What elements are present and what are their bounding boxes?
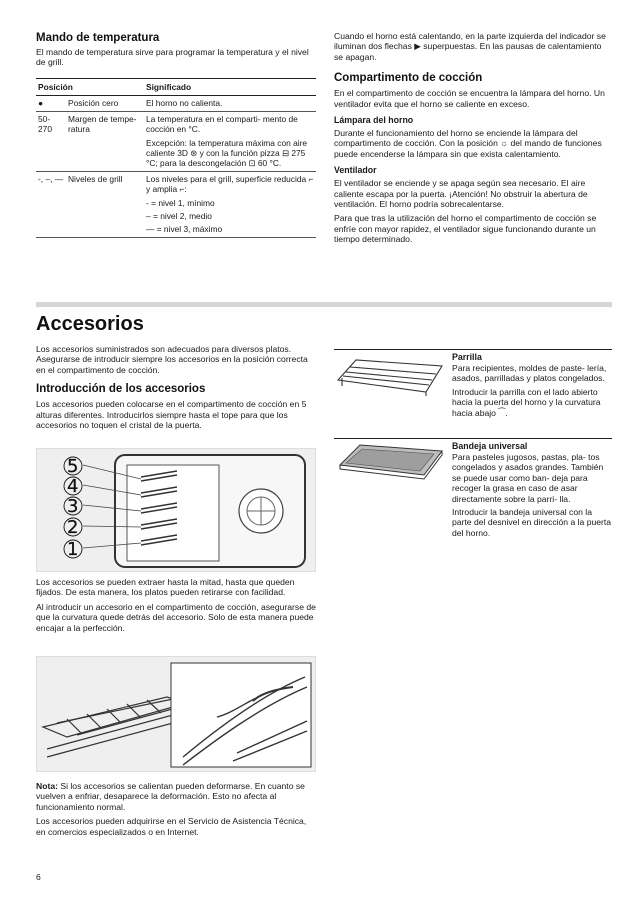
tray-image bbox=[334, 441, 452, 538]
lamp-text: Durante el funcionamiento del horno se enciende la lámpara del compartimento de cocción. Con la posición ☼ del mando de funciones puede encenderse la lámpara sin que exista calentamiento. bbox=[334, 128, 602, 159]
accessory-text: Introducir la bandeja universal con la parte del desnivel en dirección a la puerta del horno. bbox=[452, 507, 612, 538]
accessories-usage-text bbox=[36, 577, 318, 633]
meaning-text: Excepción: la temperatura máxima con aire caliente 3D ⊛ y con la función pizza ⊟ 275 °C; para la descongelación ⊡ 60 °C. bbox=[146, 137, 308, 169]
accessory-name: Parrilla bbox=[452, 352, 482, 362]
table-header-significado: Significado bbox=[144, 78, 316, 95]
meaning-text: ‒ = nivel 2, medio bbox=[146, 210, 212, 221]
lamp-title: Lámpara del horno bbox=[334, 115, 414, 126]
rack-insertion-drawing bbox=[37, 657, 315, 771]
meaning-text: - = nivel 1, mínimo bbox=[146, 197, 215, 208]
note-block bbox=[36, 781, 318, 837]
section-title-compartimento: Compartimento de cocción bbox=[334, 72, 483, 85]
meaning-text: — = nivel 3, máximo bbox=[146, 224, 223, 235]
section-divider bbox=[36, 302, 612, 307]
level-label: 1 bbox=[67, 539, 79, 560]
tray-description bbox=[452, 441, 612, 538]
fan-text: El ventilador se enciende y se apaga según sea necesario. El aire caliente escapa por la puerta. ¡Atención! No obstruir la abertura de ventilación. El horno podría sobrecalentarse. bbox=[334, 178, 588, 210]
accessory-text: Introducir la parrilla con el lado abierto hacia la puerta del horno y la curvatura hacia abajo ⁀. bbox=[452, 386, 601, 418]
page-title-accesorios: Accesorios bbox=[36, 313, 144, 335]
oven-levels-drawing bbox=[37, 449, 315, 571]
purchase-text: Los accesorios pueden adquirirse en el Servicio de Asistencia Técnica, en comercios especializados o en Internet. bbox=[36, 816, 307, 837]
rack-icon bbox=[334, 352, 446, 396]
cooking-compartment-section bbox=[334, 31, 610, 245]
accessory-item-bandeja bbox=[334, 438, 612, 538]
level-label: 4 bbox=[67, 476, 79, 497]
accessory-item-parrilla bbox=[334, 349, 612, 438]
temperature-table bbox=[36, 78, 316, 238]
table-cell-meaning bbox=[144, 112, 316, 172]
table-cell-symbol: 50-270 bbox=[36, 112, 66, 172]
introduction-text: Los accesorios pueden colocarse en el compartimento de cocción en 5 alturas diferentes. Introducirlos siempre hasta el tope para que los accesorios no toquen el cristal de la puerta. bbox=[36, 399, 307, 431]
table-header-posicion: Posición bbox=[36, 78, 144, 95]
level-label: 2 bbox=[67, 517, 79, 538]
table-row bbox=[36, 96, 316, 112]
accessories-list bbox=[334, 349, 612, 538]
rack-insertion-illustration bbox=[36, 656, 316, 772]
section-title-temperatura: Mando de temperatura bbox=[36, 32, 160, 44]
compartment-text: En el compartimento de cocción se encuentra la lámpara del horno. Un ventilador evita que el horno se caliente en exceso. bbox=[334, 88, 605, 109]
table-cell-symbol: ● bbox=[36, 96, 66, 112]
meaning-text: Los niveles para el grill, superficie reducida ⌐ y amplia ⌐: bbox=[146, 174, 314, 195]
note-text bbox=[36, 781, 318, 812]
table-row bbox=[36, 172, 316, 238]
table-cell-label: Margen de tempe- ratura bbox=[66, 112, 144, 172]
accessories-section bbox=[36, 312, 318, 430]
page-number: 6 bbox=[36, 872, 41, 882]
table-row bbox=[36, 112, 316, 172]
fan-title: Ventilador bbox=[334, 165, 377, 176]
table-cell-label: Posición cero bbox=[66, 96, 144, 112]
heating-indicator-text: Cuando el horno está calentando, en la parte izquierda del indicador se iluminan dos flechas ▶ superpuestas. En las pausas de calentamiento se apagan. bbox=[334, 31, 606, 62]
accessory-name: Bandeja universal bbox=[452, 441, 528, 451]
level-label: 5 bbox=[67, 456, 79, 477]
meaning-text: El horno no calienta. bbox=[146, 98, 223, 109]
note-label: Nota: bbox=[36, 781, 58, 791]
rack-description bbox=[452, 352, 612, 438]
oven-levels-illustration bbox=[36, 448, 316, 572]
table-cell-meaning bbox=[144, 96, 316, 112]
accessories-intro: Los accesorios suministrados son adecuados para diversos platos. Asegurarse de introducir siempre los accesorios en la posición correcta en el compartimento de cocción. bbox=[36, 344, 308, 375]
level-label: 3 bbox=[67, 496, 79, 517]
fan-text-2: Para que tras la utilización del horno el compartimento de cocción se enfríe con mayor rapidez, el ventilador sigue funcionando durante un tiempo determinado. bbox=[334, 213, 597, 245]
rack-image bbox=[334, 352, 452, 438]
extract-text: Los accesorios se pueden extraer hasta la mitad, hasta que queden fijados. De esta manera, los platos pueden retirarse con facilidad. bbox=[36, 577, 295, 598]
tray-icon bbox=[334, 441, 446, 481]
table-cell-symbol: -, ‒, — bbox=[36, 172, 66, 238]
temperature-intro: El mando de temperatura sirve para programar la temperatura y el nivel de grill. bbox=[36, 47, 309, 68]
meaning-text: La temperatura en el comparti- mento de cocción en °C. bbox=[146, 114, 298, 135]
note-body: Si los accesorios se calientan pueden deformarse. En cuanto se vuelven a enfriar, desaparece la deformación. Esto no afecta al funcionamiento normal. bbox=[36, 781, 305, 812]
curve-text: Al introducir un accesorio en el compartimento de cocción, asegurarse de que la curvatura quede detrás del accesorio. Solo de esta manera puede encajar a la perfección. bbox=[36, 601, 316, 633]
temperature-section bbox=[36, 31, 318, 238]
table-cell-label: Niveles de grill bbox=[66, 172, 144, 238]
section-title-introduccion: Introducción de los accesorios bbox=[36, 383, 206, 396]
accessory-text: Para recipientes, moldes de paste- lería, asados, parrilladas y platos congelados. bbox=[452, 363, 607, 384]
table-cell-meaning bbox=[144, 172, 316, 238]
accessory-text: Para pasteles jugosos, pastas, pla- tos congelados y asados grandes. También se puede usar como ban- deja para recoger la grasa en caso de asar directamente sobre la parri- lla. bbox=[452, 452, 604, 504]
